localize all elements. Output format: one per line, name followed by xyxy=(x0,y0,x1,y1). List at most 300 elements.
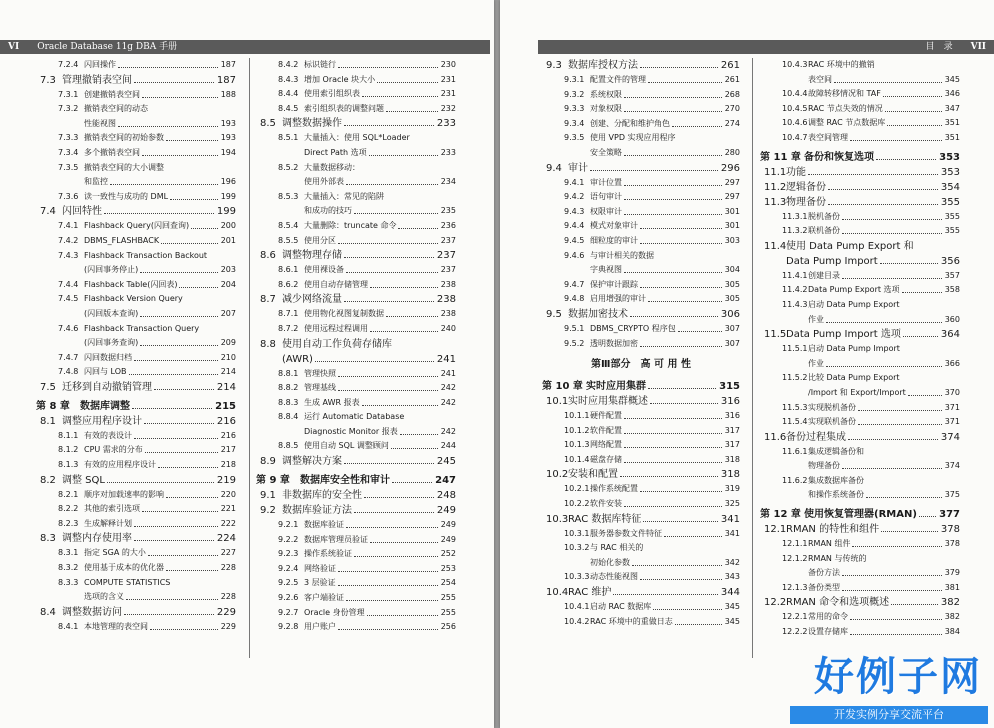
entry-number: 8.2 xyxy=(40,474,56,486)
toc-entry xyxy=(36,219,236,234)
entry-page: 252 xyxy=(440,547,456,562)
entry-title: 索引组织表的调整问题 xyxy=(304,103,384,113)
leader-dots xyxy=(842,581,942,591)
leader-dots xyxy=(624,102,722,112)
entry-number: 7.3.3 xyxy=(58,133,79,143)
leader-dots xyxy=(338,234,438,244)
leader-dots xyxy=(675,615,722,625)
entry-number: 7.3.4 xyxy=(58,147,79,157)
entry-number: 8.3 xyxy=(40,533,56,545)
entry-number: 10.4.5 xyxy=(782,103,808,113)
entry-title: 本地管理的表空间 xyxy=(84,621,148,631)
entry-number: 8.3.1 xyxy=(58,548,79,558)
leader-dots xyxy=(126,590,218,600)
entry-number: 9.4.8 xyxy=(564,294,585,304)
entry-title: 运行 Automatic Database xyxy=(304,412,405,422)
leader-dots xyxy=(640,570,722,580)
toc-chapter xyxy=(256,473,456,488)
entry-page: 357 xyxy=(944,269,960,284)
entry-page: 355 xyxy=(944,224,960,239)
entry-page: 199 xyxy=(220,190,236,205)
leader-dots xyxy=(166,131,218,141)
leader-dots xyxy=(648,73,722,83)
entry-title: 细粒度的审计 xyxy=(590,235,638,245)
entry-number: 8.7 xyxy=(260,294,276,306)
entry-page: 270 xyxy=(724,102,740,117)
leader-dots xyxy=(370,533,438,543)
leader-dots xyxy=(370,278,438,288)
leader-dots xyxy=(850,610,942,620)
entry-page: 358 xyxy=(944,283,960,298)
entry-title: 撤销表空间的初始参数 xyxy=(84,133,164,143)
toc-entry xyxy=(36,307,236,322)
toc-entry xyxy=(36,278,236,293)
toc-entry xyxy=(36,175,236,190)
leader-dots xyxy=(134,531,214,541)
toc-entry xyxy=(542,131,740,146)
leader-dots xyxy=(826,313,942,323)
entry-title: 集成数据库备份 xyxy=(808,475,864,485)
leader-dots xyxy=(158,458,218,468)
toc-entry xyxy=(542,570,740,585)
column-divider xyxy=(249,58,250,658)
section-title: 目 录 xyxy=(925,42,953,52)
toc-entry xyxy=(760,298,960,313)
toc-entry xyxy=(36,590,236,605)
leader-dots xyxy=(648,379,716,389)
entry-title: 使用裸设备 xyxy=(304,265,344,275)
toc-entry xyxy=(542,73,740,88)
leader-dots xyxy=(362,396,438,406)
entry-number: 8.3.2 xyxy=(58,563,79,573)
entry-number: 9.4.4 xyxy=(564,221,585,231)
entry-page: 196 xyxy=(220,175,236,190)
toc-column xyxy=(542,58,740,728)
toc-entry xyxy=(542,88,740,103)
entry-number: 7.3.1 xyxy=(58,89,79,99)
entry-page: 318 xyxy=(724,453,740,468)
entry-page: 319 xyxy=(724,482,740,497)
entry-number: 10.4.2 xyxy=(564,616,590,626)
toc-entry xyxy=(542,527,740,542)
toc-entry xyxy=(256,425,456,440)
entry-title: Flashback Transaction Backout xyxy=(84,250,208,260)
entry-page: 261 xyxy=(720,60,740,71)
toc-entry xyxy=(760,313,960,328)
entry-page: 228 xyxy=(220,590,236,605)
leader-dots xyxy=(338,58,438,68)
entry-number: 7.4.1 xyxy=(58,221,79,231)
leader-dots xyxy=(367,606,438,616)
entry-page: 377 xyxy=(939,509,960,521)
entry-title: 使用自动工作负荷存储库 xyxy=(282,338,392,350)
entry-page: 316 xyxy=(724,409,740,424)
toc-entry xyxy=(542,234,740,249)
entry-title: Flashback Transaction Query xyxy=(84,323,200,333)
entry-title: 启动 Data Pump Import xyxy=(808,344,900,354)
entry-title: 和监控 xyxy=(84,177,108,187)
toc-entry xyxy=(256,381,456,396)
leader-dots xyxy=(140,336,218,346)
entry-number: 12.2.2 xyxy=(782,627,808,637)
leader-dots xyxy=(624,438,722,448)
leader-dots xyxy=(370,322,438,332)
leader-dots xyxy=(344,116,434,126)
entry-title: 对象权限 xyxy=(590,104,622,114)
entry-title: 调整数据操作 xyxy=(282,118,342,130)
entry-title: 调整应用程序设计 xyxy=(62,415,142,427)
toc-entry xyxy=(36,58,236,73)
leader-dots xyxy=(362,87,438,97)
entry-title: 调整 SQL xyxy=(62,474,105,486)
entry-number: 9.2.5 xyxy=(278,578,299,588)
entry-page: 232 xyxy=(440,102,456,117)
toc-entry xyxy=(760,131,960,146)
toc-entry xyxy=(760,488,960,503)
leader-dots xyxy=(179,278,218,288)
entry-page: 274 xyxy=(724,117,740,132)
toc-entry xyxy=(36,292,236,307)
entry-number: 7.3.6 xyxy=(58,191,79,201)
entry-title: 管理基线 xyxy=(304,383,336,393)
entry-title: 权限审计 xyxy=(590,206,622,216)
entry-page: 204 xyxy=(220,278,236,293)
leader-dots xyxy=(107,473,214,483)
toc-entry xyxy=(36,531,236,546)
toc-entry xyxy=(542,512,740,527)
entry-title: 实现联机备份 xyxy=(808,417,856,427)
entry-page: 304 xyxy=(724,263,740,278)
leader-dots xyxy=(590,161,718,171)
entry-page: 346 xyxy=(944,87,960,102)
leader-dots xyxy=(902,283,942,293)
leader-dots xyxy=(148,546,218,556)
entry-page: 268 xyxy=(724,88,740,103)
entry-title: 作业 xyxy=(808,358,824,368)
entry-page: 301 xyxy=(724,219,740,234)
leader-dots xyxy=(134,73,214,83)
entry-title: Direct Path 选项 xyxy=(304,147,367,157)
entry-title: 脱机备份 xyxy=(808,211,840,221)
entry-title: 透明数据加密 xyxy=(590,338,638,348)
entry-title: 备份过程集成 xyxy=(786,431,846,443)
entry-title: 使用分区 xyxy=(304,235,336,245)
toc-entry xyxy=(256,87,456,102)
entry-page: 366 xyxy=(944,357,960,372)
leader-dots xyxy=(398,219,438,229)
entry-number: 8.5 xyxy=(260,118,276,130)
entry-page: 351 xyxy=(944,116,960,131)
entry-page: 342 xyxy=(724,556,740,571)
entry-page: 306 xyxy=(720,308,740,320)
leader-dots xyxy=(624,424,722,434)
entry-page: 240 xyxy=(440,322,456,337)
toc-entry xyxy=(36,146,236,161)
column-divider xyxy=(752,58,753,658)
part-heading xyxy=(542,355,740,375)
entry-title: RMAN 的特性和组件 xyxy=(786,524,880,536)
entry-title: 功能 xyxy=(786,166,806,178)
entry-page: 317 xyxy=(724,424,740,439)
entry-title: 顺序对加载速率的影响 xyxy=(84,489,164,499)
leader-dots xyxy=(842,566,942,576)
entry-page: 231 xyxy=(440,73,456,88)
entry-title: RAC 维护 xyxy=(568,587,612,599)
toc-entry xyxy=(542,394,740,409)
watermark-slogan: 开发实例分享交流平台 xyxy=(790,706,988,724)
toc-entry xyxy=(760,224,960,239)
toc-entry xyxy=(542,600,740,615)
leader-dots xyxy=(134,517,218,527)
toc-entry xyxy=(542,409,740,424)
toc-entry xyxy=(760,537,960,552)
toc-entry xyxy=(542,585,740,600)
entry-title: 操作系统验证 xyxy=(304,549,352,559)
toc-entry xyxy=(36,414,236,429)
toc-entry xyxy=(542,322,740,337)
toc-column xyxy=(36,58,236,728)
entry-number: 8.4.5 xyxy=(278,103,299,113)
entry-title: 闪回与 LOB xyxy=(84,367,127,377)
entry-number: 8.5.1 xyxy=(278,133,299,143)
leader-dots xyxy=(620,467,718,477)
entry-title: 备份和恢复选项 xyxy=(804,151,874,163)
toc-entry xyxy=(760,459,960,474)
entry-title: 服务器参数文件特征 xyxy=(590,528,662,538)
entry-title: 与 RAC 相关的 xyxy=(590,543,644,553)
entry-number: 9.4.7 xyxy=(564,279,585,289)
entry-title: 安全策略 xyxy=(590,147,622,157)
toc-entry xyxy=(542,219,740,234)
toc-entry xyxy=(542,556,740,571)
leader-dots xyxy=(653,600,722,610)
leader-dots xyxy=(386,102,438,112)
entry-number: 8.1.1 xyxy=(58,430,79,440)
toc-entry xyxy=(760,401,960,416)
entry-number: 8.5.4 xyxy=(278,220,299,230)
entry-page: 353 xyxy=(940,166,960,178)
entry-title: 审计位置 xyxy=(590,177,622,187)
leader-dots xyxy=(166,561,218,571)
leader-dots xyxy=(891,595,938,605)
entry-page: 233 xyxy=(440,146,456,161)
toc-entry xyxy=(542,453,740,468)
toc-entry xyxy=(760,327,960,342)
toc-entry xyxy=(760,180,960,195)
entry-number: 7.4.6 xyxy=(58,323,79,333)
toc-entry xyxy=(760,165,960,180)
toc-entry xyxy=(256,263,456,278)
leader-dots xyxy=(104,204,214,214)
leader-dots xyxy=(640,58,718,68)
toc-entry xyxy=(542,102,740,117)
leader-dots xyxy=(848,430,938,440)
entry-page: 253 xyxy=(440,562,456,577)
entry-page: 301 xyxy=(724,205,740,220)
entry-number: 9.2.8 xyxy=(278,622,299,632)
entry-title: RAC 节点失效的情况 xyxy=(808,103,883,113)
entry-page: 254 xyxy=(440,576,456,591)
entry-title: 系统权限 xyxy=(590,89,622,99)
leader-dots xyxy=(887,116,942,126)
leader-dots xyxy=(391,439,438,449)
entry-title: Flashback Table(闪回表) xyxy=(84,279,178,289)
entry-title: 大量数据移动： xyxy=(304,162,360,172)
entry-number: 8.4.3 xyxy=(278,74,299,84)
entry-number: 8.4 xyxy=(40,606,56,618)
entry-page: 356 xyxy=(940,255,960,267)
leader-dots xyxy=(354,503,434,513)
entry-number: 7.3 xyxy=(40,74,56,86)
toc-entry xyxy=(256,190,456,205)
leader-dots xyxy=(883,87,942,97)
toc-entry xyxy=(760,239,960,254)
entry-page: 187 xyxy=(220,58,236,73)
entry-page: 256 xyxy=(440,620,456,635)
entry-title: 启动 RAC 数据库 xyxy=(590,602,652,612)
entry-number: 9.3.4 xyxy=(564,118,585,128)
entry-page: 364 xyxy=(940,329,960,341)
entry-title: 作业 xyxy=(808,314,824,324)
toc-entry xyxy=(542,497,740,512)
leader-dots xyxy=(369,146,438,156)
leader-dots xyxy=(344,292,434,302)
leader-dots xyxy=(140,263,218,273)
entry-title: 故障转移情况和 TAF xyxy=(808,89,881,99)
entry-number: 11.6 xyxy=(764,431,787,443)
entry-title: 软件配置 xyxy=(590,425,622,435)
toc-entry xyxy=(760,283,960,298)
entry-title: (AWR) xyxy=(282,353,313,365)
entry-title: 选项的含义 xyxy=(84,592,124,602)
entry-title: 减少网络流量 xyxy=(282,294,342,306)
entry-number: 11.4.3 xyxy=(782,299,808,309)
entry-number: 10.1.2 xyxy=(564,425,590,435)
watermark xyxy=(784,652,994,728)
entry-title: 标识链行 xyxy=(304,60,336,69)
entry-title: Data Pump Import 选项 xyxy=(786,329,901,341)
entry-page: 218 xyxy=(220,458,236,473)
toc-entry xyxy=(256,410,456,425)
entry-page: 194 xyxy=(220,146,236,161)
page-number: VI xyxy=(8,42,20,52)
toc-entry xyxy=(256,367,456,382)
entry-title: (闪回版本查询) xyxy=(84,308,139,318)
entry-page: 209 xyxy=(220,336,236,351)
entry-page: 229 xyxy=(220,620,236,635)
entry-title: 大量插入：使用 SQL*Loader xyxy=(304,133,410,143)
entry-title: 软件安装 xyxy=(590,499,622,509)
leader-dots xyxy=(154,380,214,390)
entry-page: 238 xyxy=(440,307,456,322)
entry-title: 调整数据访问 xyxy=(62,606,122,618)
entry-page: 200 xyxy=(220,219,236,234)
entry-title: 指定 SGA 的大小 xyxy=(84,548,146,558)
leader-dots xyxy=(132,399,212,409)
toc-entry xyxy=(760,87,960,102)
entry-title: 初始化参数 xyxy=(590,557,630,567)
toc-entry xyxy=(760,58,960,73)
entry-title: 大量删除：truncate 命令 xyxy=(304,220,397,230)
toc-entry xyxy=(256,102,456,117)
entry-title: CPU 需求的分布 xyxy=(84,445,143,455)
toc-entry xyxy=(256,292,456,307)
leader-dots xyxy=(850,131,942,141)
entry-number: 11.5.3 xyxy=(782,402,808,412)
entry-page: 382 xyxy=(944,610,960,625)
leader-dots xyxy=(640,219,722,229)
leader-dots xyxy=(624,190,722,200)
entry-title: 闪回特性 xyxy=(62,206,102,218)
toc-entry xyxy=(36,161,236,176)
toc-entry xyxy=(36,605,236,620)
entry-number: 9.2 xyxy=(260,505,276,517)
entry-title: 数据加密技术 xyxy=(568,308,628,320)
leader-dots xyxy=(664,527,722,537)
entry-number: 10.2.2 xyxy=(564,499,590,509)
toc-entry xyxy=(36,131,236,146)
toc-entry xyxy=(36,336,236,351)
leader-dots xyxy=(346,175,438,185)
toc-entry xyxy=(256,116,456,131)
leader-dots xyxy=(129,365,218,375)
entry-title: 撤销表空间的大小调整 xyxy=(84,162,164,172)
entry-number: 9.3.3 xyxy=(564,104,585,114)
leader-dots xyxy=(640,337,722,347)
toc-entry xyxy=(760,445,960,460)
toc-entry xyxy=(542,58,740,73)
entry-title: 实时应用集群概述 xyxy=(568,396,648,408)
toc-entry xyxy=(542,467,740,482)
toc-entry xyxy=(542,161,740,176)
toc-chapter xyxy=(760,150,960,165)
toc-entry xyxy=(760,430,960,445)
toc-entry xyxy=(256,278,456,293)
entry-number: 7.4.7 xyxy=(58,352,79,362)
leader-dots xyxy=(834,73,942,83)
entry-number: 8.6.2 xyxy=(278,279,299,289)
entry-number: 10.3.3 xyxy=(564,572,590,582)
entry-title: 客户端验证 xyxy=(304,593,344,603)
entry-title: 和成功的技巧 xyxy=(304,206,352,216)
entry-page: 229 xyxy=(216,606,236,618)
entry-number: 9.1 xyxy=(260,490,276,502)
entry-number: 8.8 xyxy=(260,338,276,350)
entry-title: 数据库验证方法 xyxy=(282,505,352,517)
entry-title: 启用增强的审计 xyxy=(590,294,646,304)
entry-page: 241 xyxy=(440,367,456,382)
toc-entry xyxy=(542,337,740,352)
toc-entry xyxy=(760,552,960,567)
entry-page: 237 xyxy=(436,250,456,262)
toc-chapter xyxy=(542,379,740,394)
entry-number: 7.3.2 xyxy=(58,104,79,114)
entry-title: 网络验证 xyxy=(304,563,336,573)
toc-entry xyxy=(542,249,740,264)
entry-number: 11.2 xyxy=(764,181,787,193)
toc-entry xyxy=(542,117,740,132)
entry-number: 8.4.1 xyxy=(58,621,79,631)
entry-page: 216 xyxy=(220,429,236,444)
toc-column xyxy=(256,58,456,728)
leader-dots xyxy=(110,175,218,185)
entry-title: Flashback Query(闪回查询) xyxy=(84,221,190,231)
toc-entry xyxy=(542,438,740,453)
entry-page: 217 xyxy=(220,443,236,458)
entry-page: 199 xyxy=(216,206,236,218)
entry-title: 数据库管理员验证 xyxy=(304,534,368,544)
toc-entry xyxy=(36,576,236,591)
